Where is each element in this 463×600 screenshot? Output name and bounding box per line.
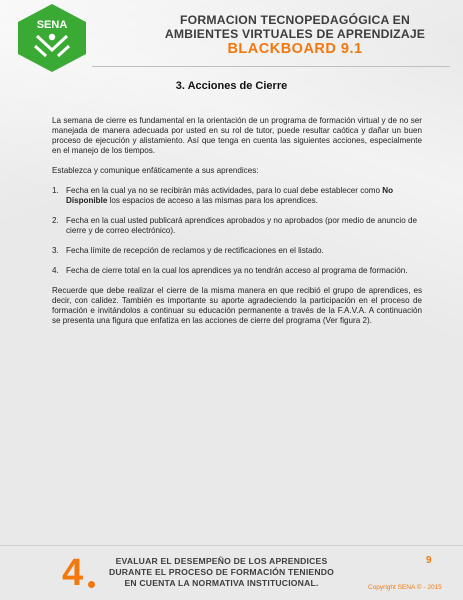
footer-module-number: 4 — [62, 552, 84, 594]
header-divider — [92, 66, 450, 67]
list-item — [52, 266, 422, 276]
list-item-number: 1. — [52, 186, 59, 195]
page-header — [0, 0, 463, 72]
list-item-text: Fecha en la cual ya no se recibirán más actividades, para lo cual debe establecer como — [66, 186, 383, 195]
footer-divider — [0, 545, 463, 546]
list-item-number: 2. — [52, 216, 59, 225]
list-item — [52, 186, 422, 206]
list-item — [52, 246, 422, 256]
sena-logo — [13, 2, 91, 74]
body-content — [52, 116, 422, 336]
document-title — [140, 13, 450, 58]
title-line-1: FORMACION TECNOPEDAGÓGICA EN — [180, 13, 410, 27]
list-item-text: Fecha en la cual usted publicará aprendices aprobados y no aprobados (por medio de anuncio de cierre y de correo electrónico). — [66, 216, 417, 235]
title-line-3: BLACKBOARD 9.1 — [227, 41, 363, 57]
list-item-bold: No Disponible — [66, 186, 394, 205]
footer-module-title — [104, 556, 339, 589]
list-item — [52, 216, 422, 236]
title-line-2: AMBIENTES VIRTUALES DE APRENDIZAJE — [164, 27, 426, 41]
list-item-text: Fecha de cierre total en la cual los aprendices ya no tendrán acceso al programa de formación. — [66, 266, 408, 275]
footer-line-3: EN CUENTA LA NORMATIVA INSTITUCIONAL. — [124, 578, 319, 588]
intro-paragraph: La semana de cierre es fundamental en la orientación de un programa de formación virtual y de no ser manejada de manera adecuada por usted en su rol de tutor, puede resultar caótica y dañar un buen proceso de ejecución y alistamiento. Así que tenga en cuenta las siguientes acciones, especialmente en el manejo de los tiempos. — [52, 116, 422, 155]
list-item-number: 4. — [52, 266, 59, 275]
actions-list — [52, 186, 422, 276]
list-item-number: 3. — [52, 246, 59, 255]
closing-paragraph: Recuerde que debe realizar el cierre de la misma manera en que recibió el grupo de aprendices, es decir, con calidez. También es importante su aporte agradeciendo la participación en el proceso de formación e invitándolos a continuar su educación permanente a través de la F.A.V.A. A continuación se presenta una figura que enfatiza en las acciones de cierre del programa (Ver figura 2). — [52, 286, 422, 325]
section-title: 3. Acciones de Cierre — [175, 80, 288, 92]
footer-line-2: DURANTE EL PROCESO DE FORMACIÓN TENIENDO — [108, 567, 335, 577]
list-item-text: Fecha límite de recepción de reclamos y de rectificaciones en el listado. — [66, 246, 324, 255]
lead-paragraph: Establezca y comunique enfáticamente a sus aprendices: — [52, 166, 259, 175]
footer-line-1: EVALUAR EL DESEMPEÑO DE LOS APRENDICES — [115, 556, 328, 566]
footer-dot — [88, 581, 95, 588]
page-number: 9 — [426, 555, 432, 566]
list-item-text: los espacios de acceso a las mismas para los aprendices. — [107, 196, 318, 205]
copyright: Copyright SENA © - 2015 — [368, 584, 442, 591]
logo-text: SENA — [36, 19, 68, 31]
